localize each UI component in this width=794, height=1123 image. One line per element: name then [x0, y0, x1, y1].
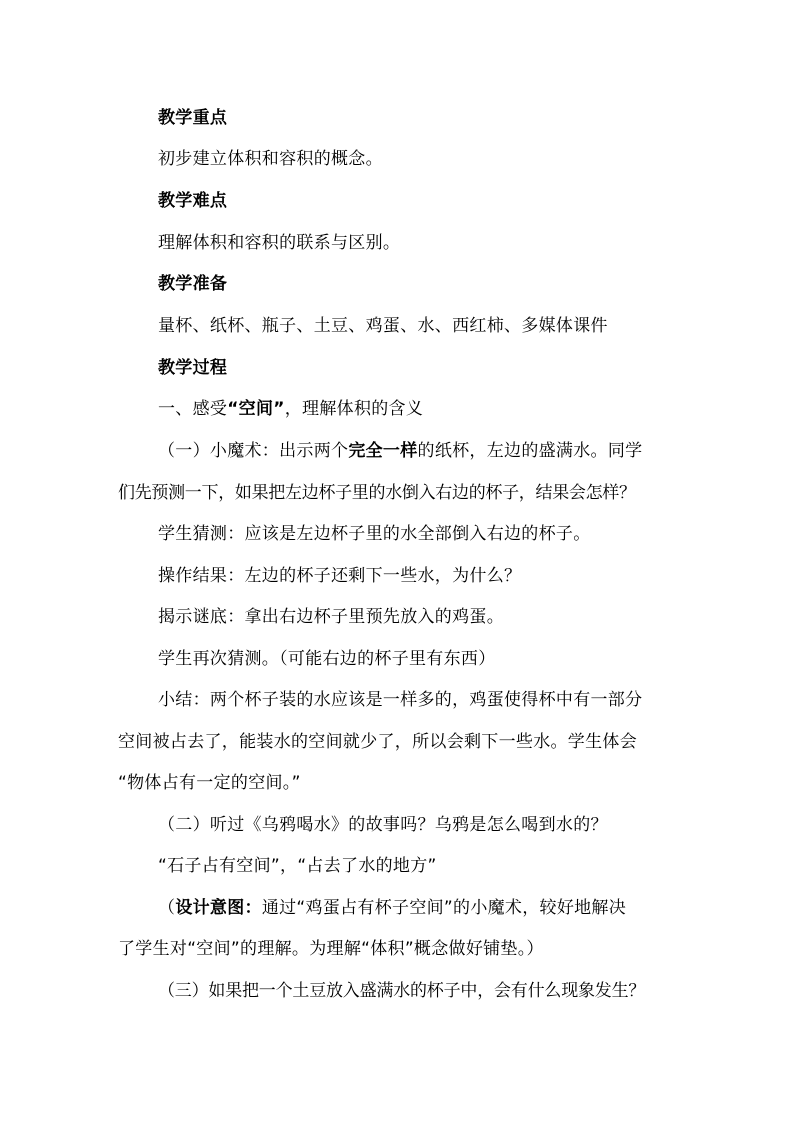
- part-one-suffix: ，理解体积的含义: [284, 399, 424, 419]
- section-heading-teaching-difficulty: 教学难点: [158, 191, 228, 211]
- step-two-text: （二）听过《乌鸦喝水》的故事吗？乌鸦是怎么喝到水的？: [158, 815, 608, 835]
- step-one-text-b: 的纸杯，左边的盛满水。同学: [417, 441, 643, 461]
- process-part-one-heading: [158, 399, 423, 419]
- teaching-difficulty-text: 理解体积和容积的联系与区别。: [158, 233, 401, 253]
- summary-line-two: 空间被占去了，能装水的空间就少了，所以会剩下一些水。学生体会: [118, 732, 637, 752]
- student-guess-again-text: 学生再次猜测。（可能右边的杯子里有东西）: [158, 649, 496, 669]
- part-one-keyword: “空间”: [227, 399, 285, 419]
- design-intent-text-one: 通过“鸡蛋占有杯子空间”的小魔术，较好地解决: [261, 898, 627, 918]
- student-guess-text: 学生猜测：应该是左边杯子里的水全部倒入右边的杯子。: [158, 524, 591, 544]
- section-heading-teaching-process: 教学过程: [158, 358, 228, 378]
- reveal-answer-text: 揭示谜底：拿出右边杯子里预先放入的鸡蛋。: [158, 607, 504, 627]
- design-intent-label: 设计意图：: [175, 898, 262, 918]
- teaching-focus-text: 初步建立体积和容积的概念。: [158, 149, 383, 169]
- step-three-text: （三）如果把一个土豆放入盛满水的杯子中，会有什么现象发生？: [158, 981, 646, 1001]
- summary-line-three: “物体占有一定的空间。”: [118, 773, 301, 793]
- section-heading-teaching-focus: 教学重点: [158, 108, 228, 128]
- step-two-answer-text: “石子占有空间”，“占去了水的地方”: [158, 856, 437, 876]
- operation-result-text: 操作结果：左边的杯子还剩下一些水，为什么？: [158, 566, 522, 586]
- section-heading-teaching-prep: 教学准备: [158, 274, 228, 294]
- design-intent-line-two: 了学生对“空间”的理解。为理解“体积”概念做好铺垫。）: [118, 939, 544, 959]
- step-one-line-two: 们先预测一下，如果把左边杯子里的水倒入右边的杯子，结果会怎样？: [118, 483, 636, 503]
- part-one-prefix: 一、感受: [158, 399, 228, 419]
- step-one-emphasis: 完全一样: [348, 441, 418, 461]
- design-intent-line-one: [158, 898, 626, 918]
- teaching-prep-text: 量杯、纸杯、瓶子、土豆、鸡蛋、水、西红柿、多媒体课件: [158, 316, 608, 336]
- step-one-text-a: （一）小魔术：出示两个: [158, 441, 349, 461]
- summary-line-one: 小结：两个杯子装的水应该是一样多的，鸡蛋使得杯中有一部分: [158, 690, 643, 710]
- step-one-line-one: [158, 441, 642, 461]
- design-open-paren: （: [158, 898, 176, 918]
